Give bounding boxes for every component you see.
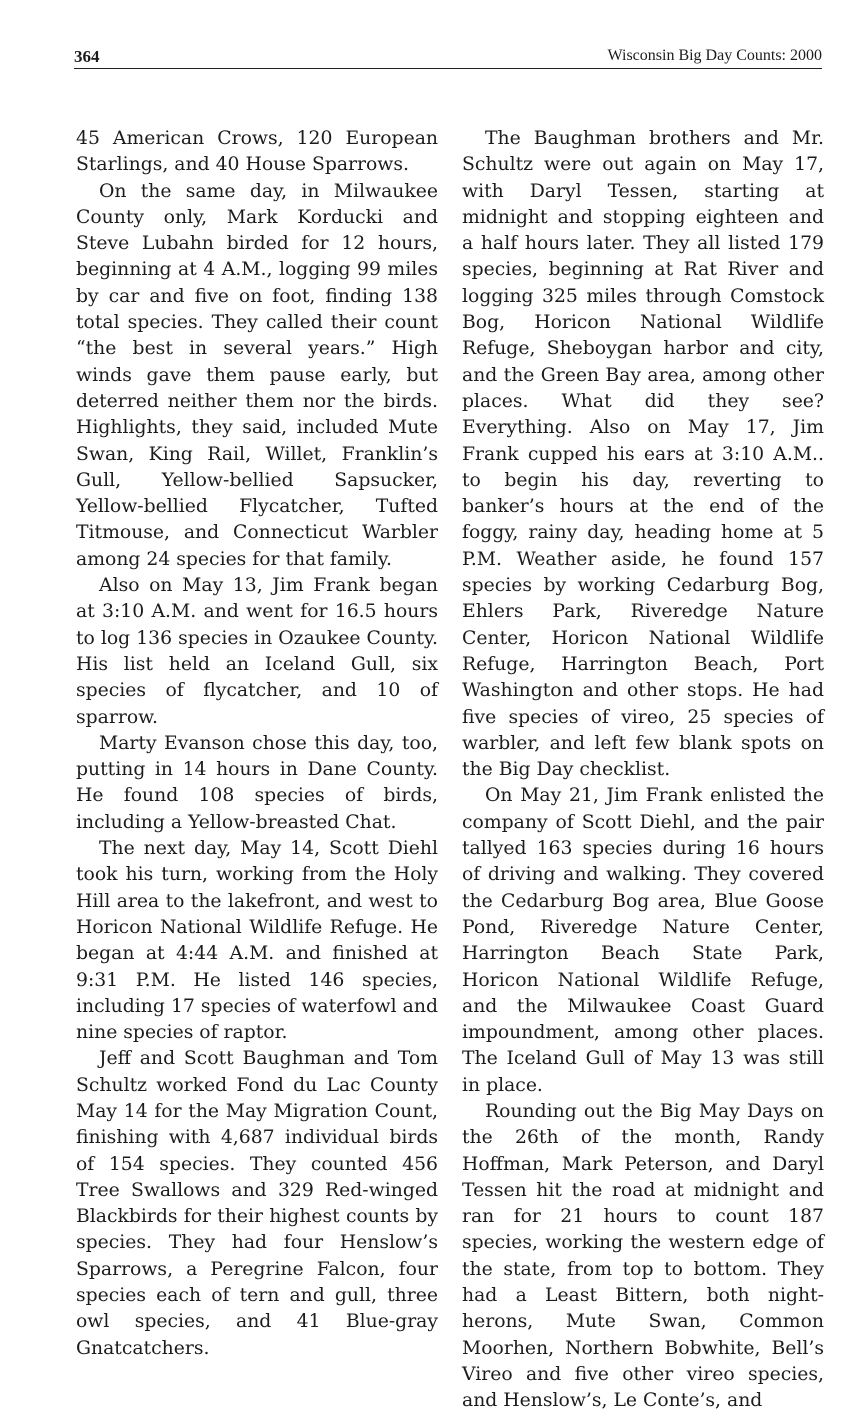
paragraph: On May 21, Jim Frank enlisted the company of Scott Diehl, and the pair tallyed 163 species during 16 hours of driving and walking. They covered the Cedarburg Bog area, Blue Goose Pond, Riveredge Nature Center, Harrington Beach State Park, Horicon National Wildlife Refuge, and the Milwaukee Coast Guard impoundment, among other places. The Iceland Gull of May 13 was still in place. (462, 785, 824, 1096)
paragraph: Also on May 13, Jim Frank began at 3:10 A.M. and went for 16.5 hours to log 136 species in Ozaukee County. His list held an Iceland Gull, six species of flycatcher, and 10 of sparrow. (76, 575, 438, 728)
left-column (76, 126, 438, 1362)
right-column (462, 126, 824, 1415)
page-number: 364 (74, 47, 100, 66)
page-header (74, 47, 822, 69)
paragraph: The Baughman brothers and Mr. Schultz were out again on May 17, with Daryl Tessen, starting at midnight and stopping eighteen and a half hours later. They all listed 179 species, beginning at Rat River and logging 325 miles through Comstock Bog, Horicon National Wildlife Refuge, Sheboygan harbor and city, and the Green Bay area, among other places. What did they see? Everything. Also on May 17, Jim Frank cupped his ears at 3:10 A.M.. to begin his day, reverting to banker’s hours at the end of the foggy, rainy day, heading home at 5 P.M. Weather aside, he found 157 species by working Cedarburg Bog, Ehlers Park, Riveredge Nature Center, Horicon National Wildlife Refuge, Harrington Beach, Port Washington and other stops. He had five species of vireo, 25 species of warbler, and left few blank spots on the Big Day checklist. (462, 128, 824, 781)
running-title: Wisconsin Big Day Counts: 2000 (607, 47, 822, 64)
paragraph: Jeff and Scott Baughman and Tom Schultz worked Fond du Lac County May 14 for the May Migration Count, finishing with 4,687 individual birds of 154 species. They counted 456 Tree Swallows and 329 Red-winged Blackbirds for their highest counts by species. They had four Henslow’s Sparrows, a Peregrine Falcon, four species each of tern and gull, three owl species, and 41 Blue-gray Gnatcatchers. (76, 1048, 438, 1359)
paragraph: Rounding out the Big May Days on the 26th of the month, Randy Hoffman, Mark Peterson, and Daryl Tessen hit the road at midnight and ran for 21 hours to count 187 species, working the western edge of the state, from top to bottom. They had a Least Bittern, both night-herons, Mute Swan, Common Moorhen, Northern Bobwhite, Bell’s Vireo and five other vireo species, and Henslow’s, Le Conte’s, and (462, 1100, 824, 1412)
paragraph: Marty Evanson chose this day, too, putting in 14 hours in Dane County. He found 108 species of birds, including a Yellow-breasted Chat. (76, 732, 438, 833)
paragraph: 45 American Crows, 120 European Starlings, and 40 House Sparrows. (76, 128, 438, 176)
paragraph: The next day, May 14, Scott Diehl took his turn, working from the Holy Hill area to the lakefront, and west to Horicon National Wildlife Refuge. He began at 4:44 A.M. and finished at 9:31 P.M. He listed 146 species, including 17 species of waterfowl and nine species of raptor. (76, 838, 438, 1044)
paragraph: On the same day, in Milwaukee County only, Mark Korducki and Steve Lubahn birded for 12 hours, beginning at 4 A.M., logging 99 miles by car and five on foot, finding 138 total species. They called their count “the best in several years.” High winds gave them pause early, but deterred neither them nor the birds. Highlights, they said, included Mute Swan, King Rail, Willet, Franklin’s Gull, Yellow-bellied Sapsucker, Yellow-bellied Flycatcher, Tufted Titmouse, and Connecticut Warbler among 24 species for that family. (76, 180, 438, 570)
header-rule (74, 68, 822, 69)
